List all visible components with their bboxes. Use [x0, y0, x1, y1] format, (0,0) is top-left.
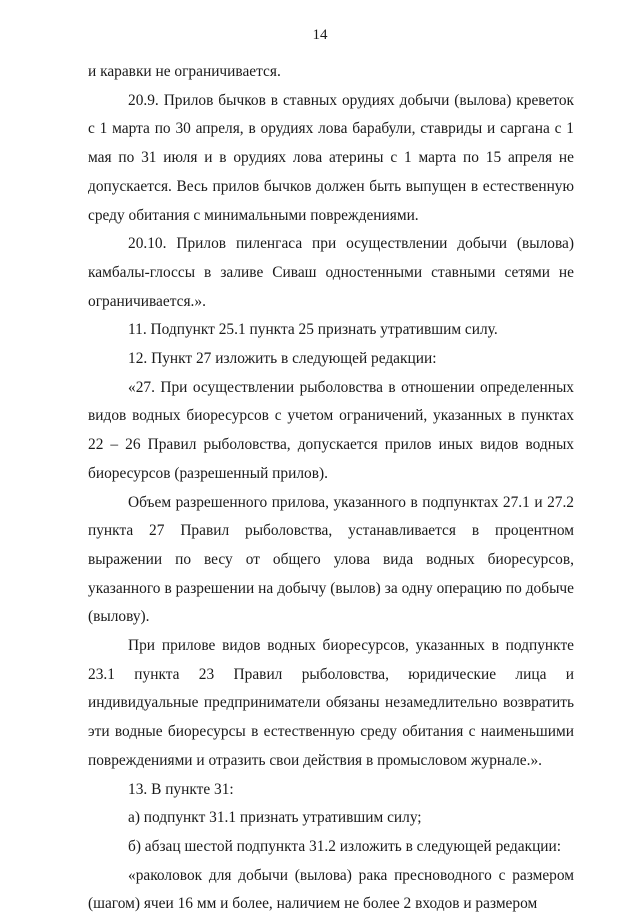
- paragraph-20-9: 20.9. Прилов бычков в ставных орудиях добычи (вылова) креветок с 1 марта по 30 апреля, в орудиях лова барабули, ставриды и саргана с 1 мая по 31 июля и в орудиях лова атерины с 1 марта по 15 апреля не допускается. Весь прилов бычков должен быть выпущен в естественную среду обитания с минимальными повреждениями.: [88, 91, 574, 224]
- paragraph-20-10: 20.10. Прилов пиленгаса при осуществлении добычи (вылова) камбалы-глоссы в заливе Сиваш одностенными ставными сетями не ограничивается.».: [88, 235, 574, 310]
- paragraph-bycatch-volume: Объем разрешенного прилова, указанного в подпунктах 27.1 и 27.2 пункта 27 Правил рыболовства, устанавливается в процентном выражении по весу от общего улова вида водных биоресурсов, указанного в разрешении на добычу (вылов) за одну операцию по добыче (вылову).: [88, 493, 574, 626]
- page-number: 14: [312, 27, 328, 43]
- paragraph-item-12: 12. Пункт 27 изложить в следующей редакции:: [128, 350, 437, 368]
- paragraph-item-13: 13. В пункте 31:: [128, 780, 234, 798]
- paragraph-crayfish-traps: «раколовок для добычи (вылова) рака пресноводного с размером (шагом) ячеи 16 мм и более, наличием не более 2 входов и размером: [88, 866, 574, 913]
- paragraph-bycatch-return: При прилове видов водных биоресурсов, указанных в подпункте 23.1 пункта 23 Правил рыболовства, юридические лица и индивидуальные предприниматели обязаны незамедлительно возвратить эти водные биоресурсы в естественную среду обитания с наименьшими повреждениями и отразить свои действия в промысловом журнале.».: [88, 637, 574, 769]
- paragraph-subitem-b: б) абзац шестой подпункта 31.2 изложить в следующей редакции:: [128, 837, 562, 855]
- paragraph-27: «27. При осуществлении рыболовства в отношении определенных видов водных биоресурсов с учетом ограничений, указанных в пунктах 22 – 26 Правил рыболовства, допускается прилов иных видов водных биоресурсов (разрешенный прилов).: [88, 378, 574, 482]
- paragraph-continuation: и каравки не ограничивается.: [88, 63, 281, 80]
- document-body: [88, 58, 574, 919]
- paragraph-subitem-a: а) подпункт 31.1 признать утратившим силу;: [128, 809, 422, 827]
- paragraph-item-11: 11. Подпункт 25.1 пункта 25 признать утратившим силу.: [128, 321, 498, 339]
